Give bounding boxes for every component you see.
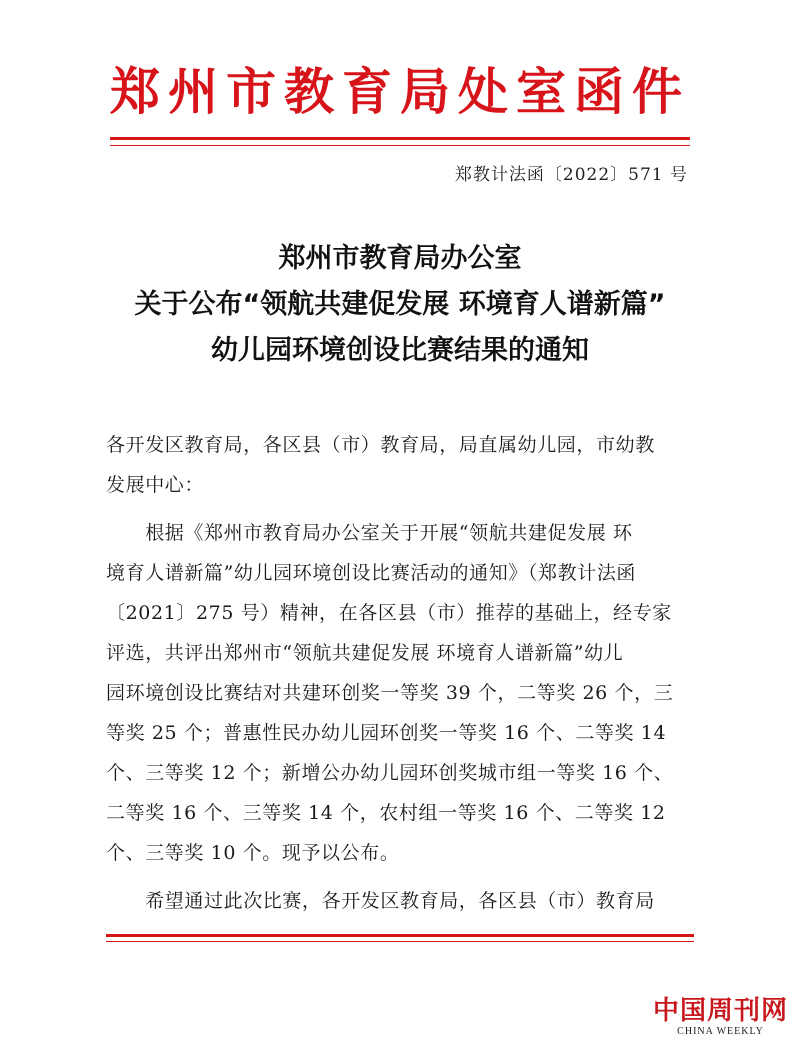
document-number: 郑教计法函〔2022〕571 号 [454,165,688,185]
heading-line-2: 关于公布“领航共建促发展 环境育人谱新篇” [134,289,666,320]
body-line: 境育人谱新篇”幼儿园环境创设比赛活动的通知》（郑教计法函 [106,562,637,584]
body-line: 〔2021〕275 号）精神，在各区县（市）推荐的基础上，经专家 [106,602,672,624]
watermark-en: CHINA WEEKLY [677,1026,764,1037]
document-heading [0,236,800,374]
heading-line-1: 郑州市教育局办公室 [278,243,522,274]
body-line: 评选，共评出郑州市“领航共建促发展 环境育人谱新篇”幼儿 [106,642,624,664]
body-line: 等奖 25 个；普惠性民办幼儿园环创奖一等奖 16 个、二等奖 14 [106,722,667,744]
body-line: 个、三等奖 10 个。现予以公布。 [106,842,400,864]
footer-rule-thin [106,941,694,942]
document-body [106,425,698,921]
body-line: 希望通过此次比赛，各开发区教育局，各区县（市）教育局 [106,890,655,912]
body-line: 发展中心： [106,474,205,496]
body-line: 根据《郑州市教育局办公室关于开展“领航共建促发展 环 [106,522,633,544]
body-line: 个、三等奖 12 个；新增公办幼儿园环创奖城市组一等奖 16 个、 [106,762,674,784]
watermark-cn: 中国周刊网 [652,996,788,1026]
body-line: 各开发区教育局，各区县（市）教育局，局直属幼儿园，市幼教 [106,434,655,456]
letterhead-rule-thin [110,145,690,146]
heading-line-3: 幼儿园环境创设比赛结果的通知 [211,335,589,366]
letterhead-title: 郑州市教育局处室函件 [110,63,690,121]
footer-rule [106,934,694,937]
watermark-logo [653,996,788,1038]
letterhead-rule [110,137,690,140]
body-line: 二等奖 16 个、三等奖 14 个，农村组一等奖 16 个、二等奖 12 [106,802,666,824]
body-line: 园环境创设比赛结对共建环创奖一等奖 39 个，二等奖 26 个，三 [106,682,674,704]
